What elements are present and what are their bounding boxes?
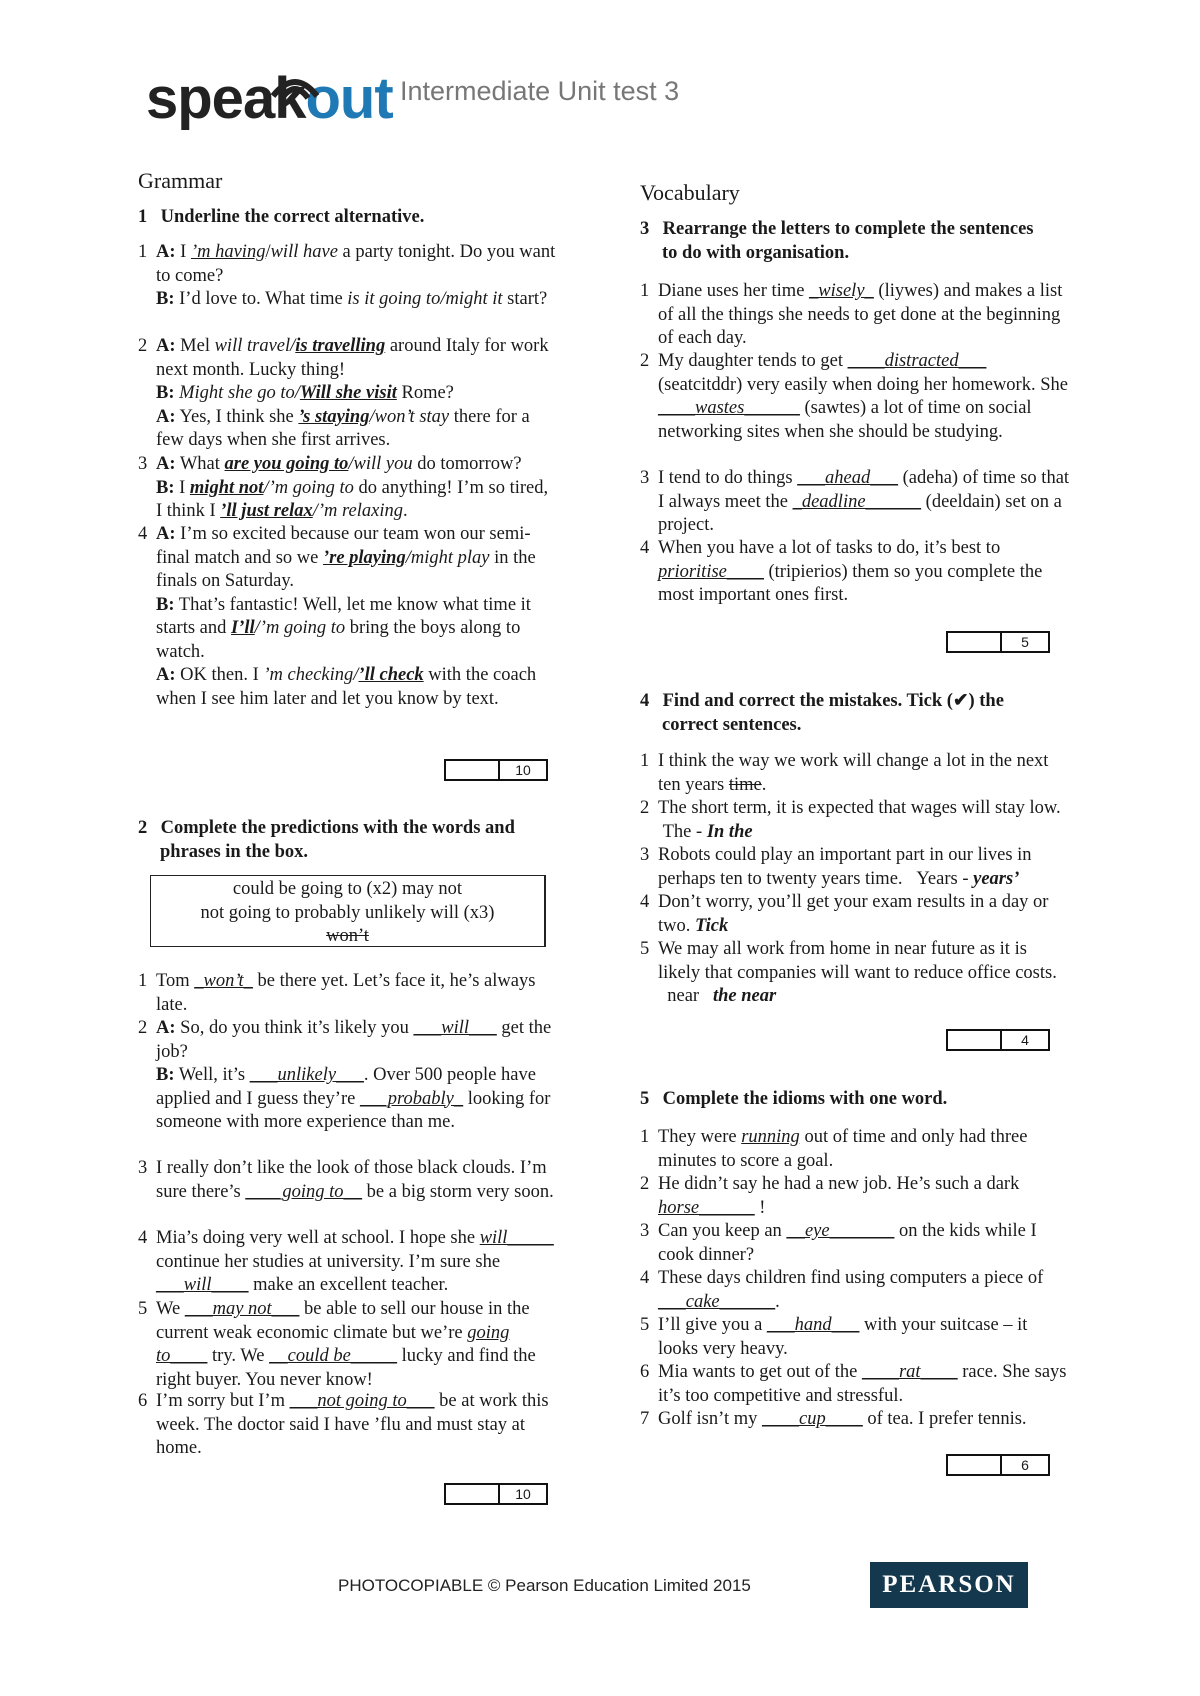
ex4-q3: 3 Robots could play an important part in our lives in perhaps ten to twenty years time. Years - years’ [640,845,1032,889]
ex1-score-total: 10 [515,762,531,778]
ex1-q4: 4 A: I’m so excited because our team won our semi-final match and so we ’re playing/might play in the finals on Saturday. B: That’s fantastic! Well, let me know what time it starts and I’ll/’m going to bring the boys along to watch. A: OK then. I ’m checking/’ll check with the coach when I see him later and let you know by text. [138,524,537,709]
ex3-number: 3 [640,219,650,239]
ex5-score-total: 6 [1021,1457,1029,1473]
ex2-q1: 1 Tom _won’t_ be there yet. Let’s face it, he’s always late. [138,971,536,1015]
ex3-q4: 4 When you have a lot of tasks to do, it’s best to prioritise____ (tripierios) them so you complete the most important ones first. [640,538,1043,605]
ex3-q3: 3 I tend to do things ___ahead___ (adeha) of time so that I always meet the _deadline______ (deeldain) set on a project. [640,468,1070,535]
ex2-score-box[interactable] [444,1483,548,1505]
unit-title: Intermediate Unit test 3 [400,76,680,106]
ex3-instruction [640,218,1080,265]
ex5-instruction-text: Complete the idioms with one word. [662,1089,948,1109]
ex4-score-box[interactable] [946,1029,1050,1051]
ex4-instruction [640,690,1080,737]
ex5-score-box[interactable] [946,1454,1050,1476]
ex4-instruction-line1: Find and correct the mistakes. Tick (✔) the [662,691,1004,711]
ex1-score-box[interactable] [444,759,548,781]
ex2-q4: 4 Mia’s doing very well at school. I hope she will_____ continue her studies at university. I’m sure she ___will____ make an excellent teacher. [138,1228,554,1295]
ex2-number: 2 [138,818,148,838]
ex4-q2: 2 The short term, it is expected that wages will stay low. The - In the [640,798,1061,842]
word-box-line1: could be going to (x2) may not [232,879,463,899]
ex5-q1: 1 They were running out of time and only had three minutes to score a goal. [640,1127,1028,1171]
ex5-instruction [640,1088,947,1112]
ex2-q2: 2 A: So, do you think it’s likely you ___will___ get the job? B: Well, it’s ___unlikely___. Over 500 people have applied and I guess they’re ___probably_ looking for someone with more experience than me. [138,1018,552,1132]
ex3-score-box[interactable] [946,631,1050,653]
grammar-heading: Grammar [138,168,223,193]
ex4-q4: 4 Don’t worry, you’ll get your exam results in a day or two. Tick [640,892,1049,936]
ex2-instruction-line2: phrases in the box. [160,841,309,862]
copyright-footer: PHOTOCOPIABLE © Pearson Education Limited 2015 [338,1576,751,1595]
ex5-q6: 6 Mia wants to get out of the ____rat____ race. She says it’s too competitive and stressful. [640,1362,1067,1406]
ex2-q5: 5 We ___may not___ be able to sell our house in the current weak economic climate but we’re going to____ try. We __could be_____ lucky and find the right buyer. You never know! [138,1299,536,1390]
pearson-logo: PEARSON [870,1562,1028,1608]
ex3-instruction-line2: to do with organisation. [662,242,850,263]
ex5-q3: 3 Can you keep an __eye_______ on the kids while I cook dinner? [640,1221,1037,1265]
ex4-instruction-line2: correct sentences. [662,714,802,735]
ex2-instruction-line1: Complete the predictions with the words and [160,818,515,838]
ex1-number: 1 [138,207,148,227]
vocabulary-heading: Vocabulary [640,180,740,205]
ex2-instruction [138,817,568,864]
ex1-q3: 3 A: What are you going to/will you do tomorrow? B: I might not/’m going to do anything! I’m so tired, I think I ’ll just relax/’m relaxing. [138,454,549,521]
ex4-score-total: 4 [1021,1032,1029,1048]
ex4-q5: 5 We may all work from home in near future as it is likely that companies will want to reduce office costs. near the near [640,939,1057,1006]
ex1-instruction [138,206,424,230]
ex1-q1: 1 A: I ’m having/will have a party tonight. Do you want to come? B: I’d love to. What time is it going to/might it start? [138,242,556,309]
word-box-line3: won’t [326,926,369,946]
ex3-q1: 1 Diane uses her time _wisely_ (liywes) and makes a list of all the things she needs to get done at the beginning of each day. [640,281,1063,348]
ex5-q5: 5 I’ll give you a ___hand___ with your suitcase – it looks very heavy. [640,1315,1028,1359]
ex2-q6: 6 I’m sorry but I’m ___not going to___ be at work this week. The doctor said I have ’flu and must stay at home. [138,1391,549,1458]
ex2-score-total: 10 [515,1486,531,1502]
ex5-q7: 7 Golf isn’t my ____cup____ of tea. I prefer tennis. [640,1409,1027,1429]
ex5-q2: 2 He didn’t say he had a new job. He’s such a dark horse______ ! [640,1174,1020,1218]
logo-speak: speak [146,66,306,131]
word-box [150,875,546,947]
ex3-instruction-line1: Rearrange the letters to complete the sentences [662,219,1034,239]
ex4-q1: 1 I think the way we work will change a lot in the next ten years time. [640,751,1049,795]
ex3-score-total: 5 [1021,634,1029,650]
ex3-q2: 2 My daughter tends to get ____distracted___ (seatcitddr) very easily when doing her homework. She ____wastes______ (sawtes) a lot of time on social networking sites when she should be studying. [640,351,1068,442]
ex2-q3: 3 I really don’t like the look of those black clouds. I’m sure there’s ____going to__ be a big storm very soon. [138,1158,554,1202]
logo-out: out [305,66,393,131]
ex5-q4: 4 These days children find using computers a piece of ___cake______. [640,1268,1044,1312]
ex5-number: 5 [640,1089,650,1109]
ex1-instruction-text: Underline the correct alternative. [160,207,425,227]
word-box-line2: not going to probably unlikely will (x3) [200,902,495,923]
ex4-number: 4 [640,691,650,711]
signal-arcs-icon [265,70,325,100]
ex1-q2: 2 A: Mel will travel/is travelling around Italy for work next month. Lucky thing! B: Might she go to/Will she visit Rome? A: Yes, I think she ’s staying/won’t stay there for a few days when she first arrives. [138,336,549,450]
